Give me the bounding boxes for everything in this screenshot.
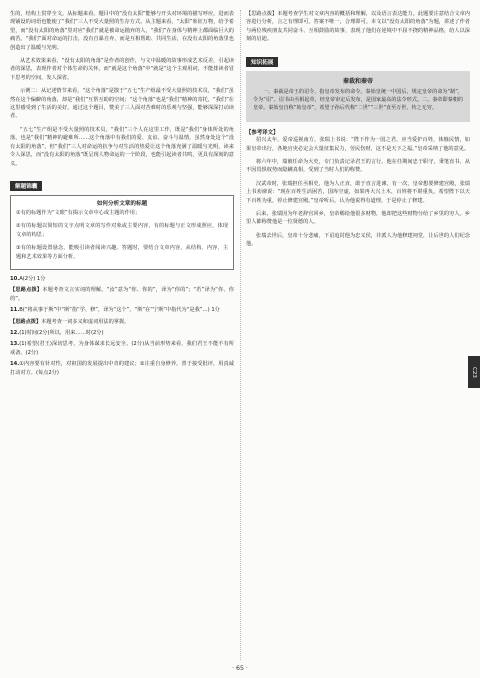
translation-paragraph-1: 招兴太年，爱帝巡视南方，张瑞上书说：“陛下作为一国之君，应当爱护百姓，体恤民情，如果皇帝出行，各地官吏必定会大量征集民力，劳民伤财，这不是天下之福。”皇帝采纳了他的意见。 — [246, 137, 470, 152]
guide-item-1: ①有的标题作为“文眼”有揭示文章中心或主题的作用； — [16, 209, 141, 216]
answer-number: 12. — [10, 329, 20, 336]
intro-paragraph-1: 生的，结构上贯穿全文。从标题来看，题目中的“没有太阳”能够与开头对环境的描写呼应，进而表现铺设的词语也能使了“我们”三人不受大量照的生存方式。从主题来看，“太阳”象征万物，给予希望，而“没有太阳的角落”里对应“我们”就是被命运抛弃的人，“我们”在身体与精神上都面临巨大的痛苦。“我们”面对命运的打击，没有自暴自弃，而是互相帮助、共同生活，在没有太阳的角落里也创造出了温暖与光明。 — [10, 11, 234, 51]
guide-item-2: ②有的标题以简短的文字点明文章的写作对象或主要内容，有的标题与正文形成照应，体现文章的构思； — [16, 223, 228, 238]
side-tab: C23 — [468, 356, 480, 388]
right-column — [246, 10, 470, 254]
answer-item — [10, 286, 234, 303]
answer-text: A(2分) 1分 — [19, 275, 46, 282]
intro-paragraph-2: 从艺术效果来看，“没有太阳的角落”是作者的创作，与文中温暖的故事形成艺术反差，引起读者的深思，表现作者对个体生命的关怀。而“就是这个角落”中“就是”这个主观用词，不能排读者冒下思考的空间，发人深省。 — [10, 58, 234, 81]
guide-box — [10, 195, 234, 270]
answer-item — [10, 318, 234, 326]
column-divider — [240, 10, 241, 660]
answer-number: 【思路点拨】 — [10, 318, 42, 325]
page-number: · 65 · — [232, 665, 248, 672]
answer-number: 10. — [10, 275, 20, 282]
answer-number: 14. — [10, 361, 20, 368]
answer-number: 11. — [10, 307, 20, 314]
answer-text: B(“将从事于斯”中“斯”指“学、修”，译为“这个”，“斯”在“宁斯”中指代为“是我”…) 1分 — [19, 307, 220, 314]
knowledge-tag: 知识拓展 — [246, 57, 278, 67]
guide-box-title: 如何分析文章的标题 — [96, 200, 148, 207]
translation-paragraph-5: 张瑞去世后，皇帝十分悲痛，下诏追封他为忠义侯，并派人为他修建祠堂，让后世的人们纪念他。 — [246, 232, 470, 248]
left-column — [10, 10, 234, 380]
answer-item — [10, 275, 234, 283]
knowledge-box-text: 一、秦裁是帝王的诏令，指皇帝发布的命令。秦始皇统一中国后，规定皇帝的命为“制”，令为“诏”。诏书由丞相起草，经皇帝审定后发布，是国家最高的法令形式。二、秦帝即秦朝的皇帝。秦始皇自称“始皇帝”，希望子孙后代称“二世”“三世”直至万世，传之无穷。 — [253, 88, 463, 112]
intro-paragraph-3: 示例二：从记述情节来看，“这个角落”是散于“五七”生产组最不受大量照的技术员，“我们”虽然在这个偏僻的角落，却是“我们”互帮互助的空间；“这个角落”也是“我们”精神的寄托，“我们”在这里感受到了生活的美好。通过这个题目，赞美了三人面对苦难时的乐观与坚强，能够深深打动读者。 — [10, 88, 234, 120]
answer-text: (1)时间(2分)所以，用来……时(2分) — [19, 329, 104, 336]
translation-paragraph-3: 汉武帝时，张瑞担任丞相史，他为人正直，敢于直言进谏。有一次，皇帝想要修建宫殿，张瑞上书劝谏说：“现在百姓生活困苦，国库空虚，如果再大兴土木，百姓将不堪重负。希望陛下以天下百姓为重，停止修建宫殿。”皇帝听后，认为他说得有道理，于是停止了修建。 — [246, 180, 470, 204]
intro-paragraph-4: “五七”生产组是不受大量照的技术员，“我们”三个人在这里工作，既是“我们”身体所处的角落，也是“我们”精神的避难所……这个角落中有我们的爱、友谊、奋斗与温情，虽然身处这个“没有太阳的角落”，但“我们”三人对命运的抗争与对生活的热爱让这个角落充满了温暖与光明，读来令人深思，而“没有太阳的角落”既呈现人物命运的一个阶段，也能引起读者共鸣，更具有深刻的意义。 — [10, 126, 234, 167]
answer-number: 13. — [10, 341, 20, 348]
guide-item-3: ③有的标题设置悬念，能吸引读者阅读兴趣。答题时，要结合文章内容，从结构、内容、主题和艺术效果等方面分析。 — [16, 245, 228, 260]
answer-item — [10, 360, 234, 377]
translation-heading: 【参考译文】 — [246, 130, 279, 137]
answer-text: 本题考查一词多义和虚词用法的掌握。 — [41, 318, 130, 325]
answer-number: 【思路点拨】 — [10, 287, 43, 294]
answer-item — [10, 340, 234, 357]
translation-paragraph-2: 将六年中，瑞被任命为大史，专门负责记录君王的言行。他在任期间忠于职守，秉笔直书，从不因畏惧权势而隐瞒真相，受到了当时人们的称赞。 — [246, 159, 470, 174]
answer-text: ①内容要有针对性，对祖国的发展提出中肯的建议；②注重自身修养，善于接受批评，用真诚打动对方。(每点2分) — [10, 361, 234, 376]
translation-paragraph-4: 后来，张瑞因为年老辞官回乡，皇帝赐给他很多财物，他却把这些财物分给了乡里的穷人。乡里人都称赞他是一位贤德的人。 — [246, 211, 470, 226]
knowledge-box — [246, 71, 470, 123]
answer-item — [10, 329, 234, 337]
guide-tag: 解题锦囊 — [10, 181, 42, 191]
answer-text: (1)希望(君王)深切思考，为身体谋求长远安全。(2分)从当前形势来看，我们君王不能不有所戒备。(2分) — [10, 341, 234, 356]
answer-item — [10, 306, 234, 314]
knowledge-box-title: 秦裁和秦帝 — [342, 77, 373, 85]
pre-paragraph: 【思路点拨】本题考查学生对文章内容的概括和理解，以及语言表达能力。此题要注意结合文章内容进行分析，言之有理即可。答案不唯一，合理即可。本文以“没有太阳的角落”为题，讲述了作者与两位残疾朋友共同奋斗、互相鼓励的故事，表现了他们在逆境中不屈不挠的精神品格，给人以深刻的启迪。 — [246, 11, 470, 43]
answer-text: 本题考查文言实词的理解。“汝”意为“你、你的”，译为“你的”；“若”译为“你、你的”。 — [10, 287, 234, 302]
